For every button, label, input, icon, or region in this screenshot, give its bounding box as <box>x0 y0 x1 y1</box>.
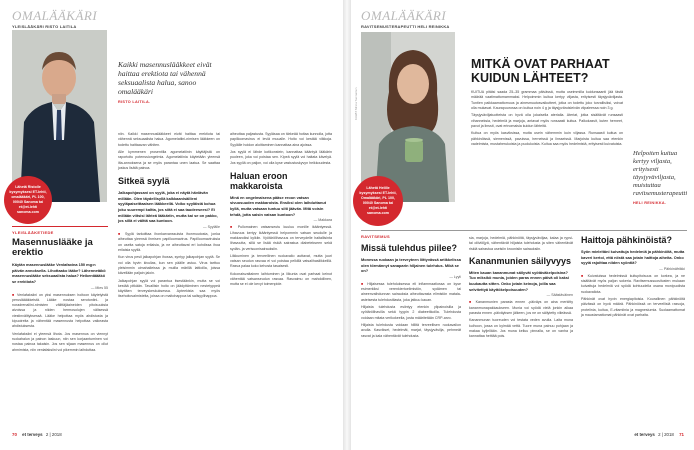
question-1-answer-d: Alle kymmenen prosentilla agomelatiinin käyttäjistä on raportoitu potenssiongelmia. Agomelatiinia käytetään yleensä ilta-annoksena ja se myös parantaa unen laatua. Se saattaa joskus lisätä painoa. <box>118 149 220 170</box>
question-3-answer-a: ■ Pullomainen vatsanseutu kuuluu monille ikääntyessä. Lihavuus kertyy ikääntyessä helpommin vatsan seudulle ja makkaroiksi kylkiin. Vyötärölihavuus on terveydelle haitallisinta lihavuutta, sillä se lisää riskiä sairastua diabetekseen sekä sydän- ja verisuonisairauksiin. <box>230 225 332 251</box>
question-1-answer-c: Hiljaista tulehdusta voidaan hillitä terveellisen ruokavalion avulla. Kasvikset, hedelmät, marjat, täysjyvävilja, pehmeät rasvat ja kala vähentävät tulehdusta. <box>361 323 461 338</box>
question-1-asker: — Mies 55 <box>90 285 108 290</box>
issue-number: 2 | 2018 <box>45 432 62 437</box>
pull-quote-author: RISTO LAITILA. <box>118 100 151 105</box>
answer-marker-icon: ■ <box>469 300 476 305</box>
answer-marker-icon: ■ <box>361 281 368 286</box>
byline: RAVITSEMUSTERAPEUTTI HELI REINIKKA <box>361 24 450 29</box>
question-3-answer-c: Kokonaisvaltainen laihtuminen ja liikunta ovat parhaat keinot vähentää vatsanseudun rasvaa. Rasvaimu on mahdollinen, mutta se ei ole kevyt toimenpide. <box>230 271 332 287</box>
question-2-asker: — Syylälle <box>203 225 220 230</box>
question-1-asker: — Lyyli <box>449 274 461 279</box>
pull-quote <box>633 150 689 205</box>
column-kicker: OMALÄÄKÄRI <box>12 8 98 23</box>
spine-gutter <box>343 0 351 450</box>
feature-intro-c: Kuitua on myös kasviksissa, mutta usein vähemmin kuin viljassa. Runsaasti kuitua on pähkinöissä, siemenissä, pavuissa, herneissä ja linsseissä. Marjoista kuitua saa etenkin vadelmista, mustaherukoista ja puolukoista. Kuitua saa myös hedelmistä, erityisesti kuivatuista. <box>471 131 623 146</box>
right-page-footer <box>634 432 684 437</box>
question-2-answer-a: ■ Kananmunien parasta ennen -päiväys on aina merkitty kananmunapakkaukseen. Munia voi syödä vielä jonkin aikaa parasta ennen -päiväyksen jälkeen, jos ne on säilytetty viileässä. <box>469 300 573 316</box>
column-2 <box>469 236 573 340</box>
contact-badge: Lähetä Helille kysymyksesi ET-lehti, Omalääkäri, PL 100, 00040 Sanoma tai et@et-lehti sanoma.com <box>353 176 403 226</box>
question-3-answer-a: ■ Kuivatuissa hedelmissä kuitupitoisuus on korkea, ja ne sisältävät myös paljon sokeria. Ravitsemussuositusten mukaan kuivattuja hedelmiä voi syödä kohtuudella osana monipuolista ruokavaliota. <box>581 273 685 294</box>
question-1-title: Masennuslääke ja erektio <box>12 237 93 259</box>
question-2-answer-a: ■ Syylä tarkoittaa ihonkarvanssuista ihonmuutosta, jonka aiheuttaa yleensä ihmisen papilloomavirus. Papilloomaviruksia on useita satoja erilaisia, ja ne aiheuttavat eri kohdissa ihoa erilaisia syyliä. <box>118 232 221 252</box>
column-3-answer-b: Jos syylä ei lähde kotikonstein, kannattaa kääntyä lääkärin puoleen, joka voi poistaa sen. Kipeä syylä voi haitata kävelyä. Jos syyliä on paljon, voi olla kyse vastustuskyvyn heikkoudesta. <box>230 149 332 165</box>
column-3 <box>581 236 685 318</box>
question-2-answer-b: Kun virus pesii jalkapohjan ihossa, syntyy jalkapohjan syylä. Se voi olla hyvin kivulias, kun sen päälle astuu. Virus tarttuu yleisimmin uimahalleissa ja muilla märillä lattioilla, joissa kävellään paljain jaloin. <box>118 255 220 276</box>
left-page <box>0 0 343 450</box>
feature-intro-b: Täysjyväviljatuotteista on hyvä olla jokaisella aterialla. Ateriat, jotka sisältävät runsaasti vihanneksia, hedelmiä ja marjoja, antavat myös runsaasti kuitua. Palkokasvit, kuten herneet, pavut ja linssit, ovat erinomaisia kuidun lähteitä. <box>471 113 623 128</box>
byline: YLEISLÄÄKÄRI RISTO LAITILA <box>12 24 77 29</box>
question-3-title: Haluan eroon makkaroista <box>230 170 288 191</box>
question-1 <box>361 244 461 339</box>
answer-marker-icon: ■ <box>12 292 18 297</box>
question-2-lead: Miten kauan kananmunat säilyvät syötäväkelpoisina? Tuo miksikö munia, joiden paras ennen päivä oli kaksi kuukautta sitten. Onko jotain keinoja, joilla saa selvitettyä käyttökelpoisuuden? <box>469 269 570 292</box>
left-page-footer <box>12 432 62 437</box>
question-3-asker: — Makkara <box>313 218 332 223</box>
magazine-name: et terveys <box>634 432 655 437</box>
question-1-lead: Käytän masennuslääke Venlafaxina 150 mg:n päivän annoksella. Lihottaako lääke? Lähennetäkö masennuslääke seksuaalista halua? Heikentäääkö se erektiota? <box>12 261 106 284</box>
question-3-lead: Minä en ongelmaisena pääse eroon vatsan sivuosuuden makkaroista. Ensiksi olen laihduttanut kyllä, mutta vatsaan tuntuu silti jäävän. Mitä voisin tehdä, jotta saisin vatsan kuntoon? <box>230 194 326 217</box>
pull-quote <box>118 60 220 104</box>
section-label: YLEISLÄÄKETIEDE <box>12 230 54 235</box>
pull-quote-text: Helpoiten kuitua kertyy viljasta, erityisesti täysjyväviljasta, muistuttaa ravitsemusterapeutti <box>633 150 688 197</box>
question-1-answer-b: Hiljaista tulehdusta esiintyy etenkin ylipainoisilla ja vyötärölihavilla sekä tyypin 2 diabeetikoilla. Tulehdusta voidaan mitata verikokeella, josta määritetään CRP-arvo. <box>361 305 461 320</box>
question-2-title: Kananmunien säilyvyys <box>469 255 572 266</box>
column-2 <box>118 132 220 300</box>
answer-marker-icon: ■ <box>581 273 588 278</box>
pull-quote-author: HELI REINIKKA. <box>633 201 667 206</box>
contact-badge: Lähetä Ristolle kysymyksesi ET-lehti, omalääkäri, PL 100, 00040 Sanoma tai et@et-lehti sanoma.com <box>4 176 52 224</box>
question-2-lead: Jalkapohjassani on syylä, joka ei näytä häviävän millään. Olen täydellisyllä kalkkaanisäilleni syyläpaiseittaaisen lääkkeellä. Voiko syyläistä kohua joku suurempi kaltta, jos siitä ei saa taudeeseesi? Ei millään viitsisi lähteä lääkäriin, mutta kai se on pakko, jos sillä ei välttä saa kuntoon. <box>118 190 218 224</box>
question-3-answer-b: Pähkinät ovat hyvin energiapitoisia. Kourallinen pähkinöitä päivässä on hyvä määrä. Pähkinöissä on terveellisiä rasvoja, proteiinia, kuitua, E-vitamiinia ja magnesiumia. Suolaamattomat ja maustamattomat pähkinät ovat parhaita. <box>581 297 685 318</box>
question-2-answer-b: Kananmunan tuoreuden voi testata veden avulla. Laita muna kulhoon, jossa on kylmää vettä. Tuore muna painuu pohjaan ja makaa kyljellään. Jos muna kelluu pinnalla, se on vanha ja kannattaa heittää pois. <box>469 318 573 339</box>
section-divider <box>361 230 687 231</box>
question-1-answer-b: Venlafaksiini ei yleensä lihota. Jos masennus on viennyt ruokahalun ja painon laskuun, niin sen korjaantuminen voi nostaa painoa takaisin. Jos sen sijaan masennus on ollut ahmimista, niin venlafaksiini voi pikemmin laihduttaa. <box>12 331 108 352</box>
column-kicker: OMALÄÄKÄRI <box>361 8 447 23</box>
question-1-lead: Monessa ruokaan ja terveyteen liittyvässä artikkelissa olen törmännyt sanaparin hiljainen tulehdus. Mikä se on? <box>361 256 461 274</box>
page-number: 70 <box>12 432 17 437</box>
section-divider <box>12 226 108 227</box>
section-label: RAVITSEMUS <box>361 234 390 239</box>
magazine-name: et terveys <box>22 432 43 437</box>
right-page <box>351 0 694 450</box>
answer-marker-icon: ■ <box>230 225 238 230</box>
pull-quote-text: Kaikki masennuslääkkeet eivät haittaa erektiota tai vähennä seksuaalista halua, sanoo omalääkäri <box>118 60 212 97</box>
question-2-asker: — Säästäväinen <box>546 293 573 298</box>
feature-intro-a: KUITUA pitäisi saada 25–35 grammaa päivässä, mutta useimmilla kuidunsaanti jää tästä määrää vaatimattomammaksi. Helpoimmin kuitua kertyy viljasta, erityisesti täysjyväviljasta. Tuntien paikkaamattomuus ja ainesmuutosvaikutteet, jotka on todettu joko turvallisiksi, voivat olla mukavat. Kaurapuurossa on kuitua noin 4 g ja täysjyväruisleivän viipaleessa noin 3 g. <box>471 90 623 110</box>
question-1-answer-c: niin. Kaikki masennuslääkkeet eivät haittaa erektiota tai vähennä seksuaalista halua. Agomelatiini-nimisen lääkkeen on todettu haittaavan vähiten. <box>118 132 220 147</box>
question-1-answer-d: sia, marjoja, hedelmiä, pähkinöitä, täysjyväviljaa, kalaa ja rypsi- tai oliiviöljyä, vähentävät hiljaista tulehdusta ja siten vähentävät riskiä sairastua useisiin kroonisiin sairauksiin. <box>469 236 573 251</box>
feature-headline: MITKÄ OVAT PARHAAT KUIDUN LÄHTEET? <box>471 57 610 85</box>
question-3-title: Haittoja pähkinöistä? <box>581 235 673 245</box>
photo-credit: KUVAT: Minna Tuomainen <box>354 87 358 120</box>
column-3-answer-a: aiheuttaa paljastusta. Syyläsaa on tärkeää hoitaa kunnolla, jotta papilloomavirus ei leviä muualle. Hoito voi kestää viikkoja. Syylälle hoidon aloittaminen kannattaa aina ajoissa. <box>230 132 332 147</box>
question-3-answer-b: Liikkuminen ja terveellinen ruokavalio auttavat, mutta juuri vatsan seudun rasvaa ei voi poistaa pelkillä vatsalihasliikkeillä. Rasva palaa koko kehosta tasaisesti. <box>230 253 332 269</box>
feature-intro <box>471 90 623 147</box>
question-1-answer-a: ■ Hiljaisessa tulehduksessa eli inflammaatiossa on kyse esimerkiksi verenkiertoelimistön, sydämen tai aineenvaihdunnan sairauksia aiheuttavasta elimistön matala-asteisesta tulehdustilasta, joka jatkuu kauan. <box>361 281 462 302</box>
answer-marker-icon: ■ <box>118 232 125 237</box>
question-2-title: Sitkeä syylä <box>118 176 170 187</box>
question-1-answer-a: ■ Venlafaksiini on yksi masennuksen hoitoon käytetyistä perusläääkkeistä. Lääke nostaa serotoniini- ja noradrenaliini-nimisten välittäjäaineiden pitoisuuksia aivoissa ja niiden hermosolujen välisessä viestinvälityksessä. Lääke helpottaa myös ahdistusta ja kipuoireita ja vähentää masennusta helpottaa vaikeasta ahdistuksesta. <box>12 292 108 329</box>
question-1-title: Missä tulehdus piilee? <box>361 243 458 253</box>
issue-number: 2 | 2018 <box>658 432 674 437</box>
question-2-answer-c: Jalkapohjan syylä voi parantua itsestäänkin, mutta se voi kestää pitkään. Tavallisin hoito on jäädyttäminen nestetyppeä käyttäen terveyskeskuksessa. Apteekista saa myös itsehoitovalmisteita, joissa on maitohappoa tai salisyylihappoa. <box>118 278 220 299</box>
question-3-asker: — Pähkinäfriikki <box>659 266 685 271</box>
page-number: 71 <box>679 432 684 437</box>
question-1 <box>12 238 108 353</box>
question-3-lead: Syön mieleltäni kuivattuja hedelmiä ja pähkinöitä, mutta kaveri kertoi, että niistä saa jotain haittoja aiheita. Onko syytä rajoittaa niiden syöntiä? <box>581 248 685 266</box>
column-3 <box>230 132 332 288</box>
